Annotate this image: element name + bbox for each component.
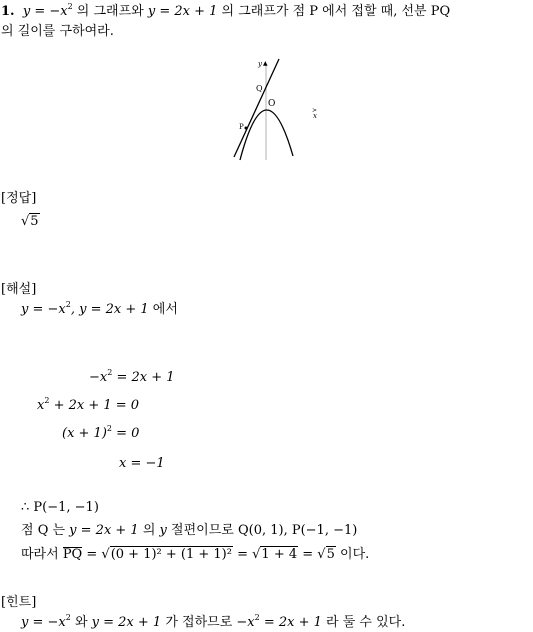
solution-text: 절편이므로 Q(0, 1), P(−1, −1)	[166, 523, 358, 538]
exponent: 2	[107, 368, 113, 377]
radicand-2: 1 + 4	[261, 547, 298, 562]
x-axis-label: x	[313, 112, 317, 120]
problem-number: 1.	[1, 4, 15, 19]
solution-text: 이다.	[335, 547, 370, 562]
radicand-1: (0 + 1)² + (1 + 1)²	[110, 547, 232, 562]
equals: =	[298, 547, 318, 562]
equals: =	[82, 547, 102, 562]
equation-parabola: y = −x	[21, 302, 66, 317]
step-rhs: = 2x + 1	[112, 370, 175, 385]
equation-line: y = 2x + 1	[91, 615, 162, 630]
equals: =	[232, 547, 253, 562]
answer-value: √5	[21, 214, 39, 229]
q-intercept-line	[21, 522, 357, 540]
origin-label: O	[268, 99, 276, 109]
y-axis-arrow-icon: ▲	[263, 60, 268, 67]
exponent: 2	[65, 613, 71, 622]
hint-header: [힌트]	[1, 595, 37, 610]
problem-text: 의 그래프가 점 P 에서 접할 때, 선분 PQ	[217, 4, 451, 19]
step-lhs: (x + 1)	[62, 426, 107, 441]
equation-line: y = 2x + 1	[147, 4, 218, 19]
radicand-3: 5	[326, 547, 335, 562]
answer-header: [정답]	[1, 191, 37, 206]
solution-text: 점 Q 는	[21, 523, 70, 538]
step-2	[37, 397, 139, 415]
point-p-label: P	[239, 123, 244, 131]
x-axis-arrow-icon: >	[312, 107, 318, 114]
solution-header: [해설]	[1, 282, 37, 297]
step-lhs: −x	[89, 370, 108, 385]
hint-word: 와	[70, 615, 92, 630]
step-3	[62, 425, 139, 443]
point-q-label: Q	[256, 84, 263, 93]
exponent: 2	[44, 396, 50, 405]
solution-text: 따라서	[21, 547, 63, 562]
final-line: 따라서 PQ = √(0 + 1)² + (1 + 1)² = √1 + 4 = √5 이다.	[21, 547, 370, 562]
variable-y: y	[159, 523, 167, 538]
solution-given	[21, 301, 178, 319]
solution-text: 에서	[148, 302, 178, 317]
solution-text: 의	[138, 523, 160, 538]
equation-parabola: y = −x	[22, 4, 68, 19]
answer-radicand: 5	[30, 214, 39, 229]
point-p-marker	[245, 127, 248, 130]
hint-word: 가 접하므로	[161, 615, 237, 630]
equation-line: , y = 2x + 1	[70, 302, 149, 317]
equation-parabola: −x	[236, 615, 255, 630]
hint-text	[21, 614, 405, 632]
step-rhs: + 2x + 1 = 0	[49, 398, 140, 413]
exponent: 2	[106, 424, 112, 433]
problem-line-2: 의 길이를 구하여라.	[1, 24, 114, 39]
equation-line: y = 2x + 1	[69, 523, 139, 538]
exponent: 2	[254, 613, 260, 622]
problem-text: 의 그래프와	[72, 4, 148, 19]
segment-pq: PQ	[62, 547, 83, 562]
hint-word: 라 둘 수 있다.	[321, 615, 406, 630]
exponent: 2	[67, 2, 73, 11]
step-1	[89, 369, 175, 387]
y-axis-label: y	[258, 60, 262, 68]
graph-figure	[226, 56, 326, 162]
step-rhs: = 0	[112, 426, 140, 441]
problem-line-1	[1, 3, 450, 21]
exponent: 2	[65, 300, 71, 309]
therefore-line: ∴ P(−1, −1)	[21, 500, 99, 515]
equation-parabola: y = −x	[21, 615, 66, 630]
step-4	[119, 455, 165, 473]
equation-line: = 2x + 1	[259, 615, 322, 630]
step-lhs: x	[37, 398, 45, 413]
step-lhs: x = −1	[119, 456, 165, 471]
